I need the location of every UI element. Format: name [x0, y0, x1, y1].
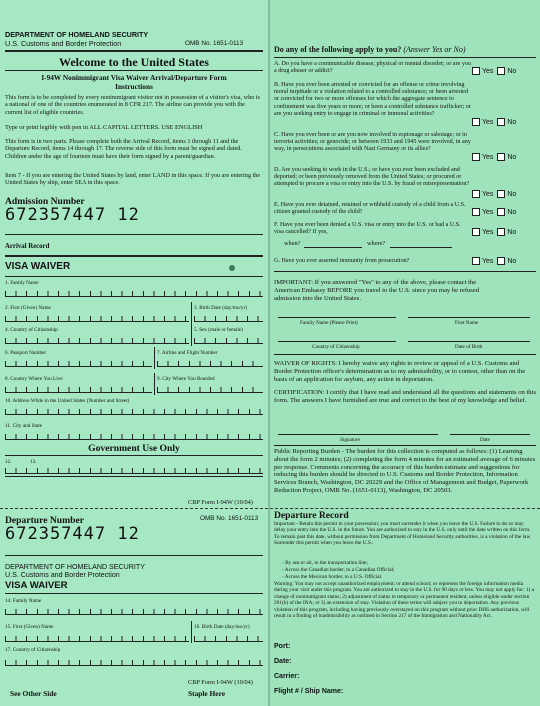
- seal-dot: [229, 265, 235, 271]
- question-d-answer: Yes No: [472, 190, 516, 198]
- passport-label: 6. Passport Number: [5, 350, 47, 356]
- question-b-answer: Yes No: [472, 118, 516, 126]
- form-subtitle: Instructions: [115, 82, 153, 91]
- city-boarded-input[interactable]: [157, 387, 263, 393]
- question-g-no-checkbox[interactable]: [497, 257, 505, 265]
- dep-birth-date-input[interactable]: [194, 636, 263, 642]
- where-label: where?: [367, 240, 386, 247]
- form-title: I-94W Nonimmigrant Visa Waiver Arrival/Departure Form: [41, 73, 227, 82]
- question-c-no-checkbox[interactable]: [497, 153, 505, 161]
- question-e-yes-checkbox[interactable]: [472, 208, 480, 216]
- family-name-print-line[interactable]: [278, 317, 396, 318]
- field-divider: [154, 373, 155, 395]
- question-a: A. Do you have a communicable disease; physical or mental disorder; or are you a drug abuser or addict?: [274, 61, 471, 75]
- question-a-yes-checkbox[interactable]: [472, 67, 480, 75]
- country-live-label: 8. Country Where You Live: [5, 376, 63, 382]
- sex-input[interactable]: [194, 338, 263, 344]
- surrender-canada: - Across the Canadian border, to a Canadian Official;: [282, 567, 395, 573]
- question-g-answer: Yes No: [472, 257, 516, 265]
- question-e-answer: Yes No: [472, 208, 516, 216]
- instructions-1: This form is to be completed by every nonimmigrant visitor not in possession of a visitor's visa, who is a national of one of the countries enumerated in 8 CFR 217. The airline can provide you with the current list of eligible countries.: [5, 94, 260, 116]
- question-g-yes-checkbox[interactable]: [472, 257, 480, 265]
- cbp-form-number: CBP Form I-94W (10/04): [188, 499, 253, 506]
- field-divider: [191, 302, 192, 324]
- question-a-no-checkbox[interactable]: [497, 67, 505, 75]
- field-13-label: 13.: [30, 459, 37, 465]
- date-of-birth-line[interactable]: [408, 341, 530, 342]
- first-name-caption: First Name: [455, 320, 479, 326]
- us-address-label: 10. Address While in the United States (Number and Street): [5, 398, 130, 404]
- certification: CERTIFICATION: I certify that I have read and understand all the questions and statements on this form. The answers I have furnished are true and correct to the best of my knowledge and belief.: [274, 389, 537, 404]
- question-b-yes-checkbox[interactable]: [472, 118, 480, 126]
- country-citizenship-caption: Country of Citizenship: [312, 344, 360, 350]
- birth-date-label: 3. Birth Date (day/mo/yr): [194, 305, 248, 311]
- question-b: B. Have you ever been arrested or convicted for an offense or crime involving moral turpitude or a violation related to a controlled substance; or been arrested or convicted for two or more offenses for which the aggregate sentence to confinement was five years or more; or been a controlled substance trafficker; or are you seeking entry to engage in criminal or immoral activities?: [274, 82, 471, 117]
- divider: [274, 354, 536, 355]
- welcome-heading: Welcome to the United States: [59, 55, 209, 69]
- question-g: G. Have you ever asserted immunity from prosecution?: [274, 258, 410, 264]
- surrender-mexico: - Across the Mexican border, to a U.S. Official.: [282, 574, 383, 580]
- question-d-no-checkbox[interactable]: [497, 190, 505, 198]
- agency-title-2: U.S. Customs and Border Protection: [5, 571, 120, 579]
- country-live-input[interactable]: [5, 387, 152, 393]
- city-state-input[interactable]: [5, 434, 263, 440]
- dep-citizenship-label: 17. Country of Citizenship: [5, 647, 61, 653]
- departure-record-title: Departure Record: [274, 510, 349, 521]
- questions-hint: (Answer Yes or No): [403, 45, 466, 54]
- dep-first-name-label: 15. First (Given) Name: [5, 624, 54, 630]
- staple-here: Staple Here: [188, 689, 226, 698]
- government-use-heading: Government Use Only: [88, 443, 180, 454]
- government-use-field: [5, 468, 263, 474]
- family-name-input[interactable]: [5, 291, 263, 297]
- departure-number: 672357447 12: [5, 524, 140, 544]
- divider: [274, 57, 536, 58]
- perforation-line: [0, 508, 268, 509]
- see-other-side: See Other Side: [10, 689, 57, 698]
- question-c-answer: Yes No: [472, 153, 516, 161]
- first-name-line[interactable]: [408, 317, 530, 318]
- question-f-answer: Yes No: [472, 228, 516, 236]
- agency-title: U.S. Customs and Border Protection: [5, 39, 122, 48]
- question-c-yes-checkbox[interactable]: [472, 153, 480, 161]
- city-state-label: 11. City and State: [5, 423, 42, 429]
- sex-label: 5. Sex (male or female): [194, 327, 243, 333]
- departure-label: Departure Number: [5, 515, 84, 526]
- airline-flight-input[interactable]: [157, 361, 263, 367]
- surrender-sea-air: - By sea or air, to the transportation line;: [282, 560, 368, 566]
- question-e-no-checkbox[interactable]: [497, 208, 505, 216]
- birth-date-input[interactable]: [194, 316, 263, 322]
- instructions-2: Type or print legibly with pen in ALL CAPITAL LETTERS. USE ENGLISH: [5, 124, 203, 131]
- divider: [5, 555, 263, 556]
- first-name-input[interactable]: [5, 316, 189, 322]
- arrival-record-label: Arrival Record: [5, 243, 50, 250]
- family-name-print-caption: Family Name (Please Print): [300, 320, 358, 326]
- question-d-yes-checkbox[interactable]: [472, 190, 480, 198]
- field-divider: [191, 621, 192, 643]
- question-a-answer: Yes No: [472, 67, 516, 75]
- question-c: C. Have you ever been or are you now involved in espionage or sabotage; or in terrorist activities; or genocide; or between 1933 and 1945 were involved, in any way, in persecutions associated with Nazi Germany or its allies?: [274, 132, 471, 153]
- questions-header: [274, 45, 466, 54]
- dep-family-name-label: 14. Family Name: [5, 598, 42, 604]
- first-name-label: 2. First (Given) Name: [5, 305, 51, 311]
- waiver-of-rights: WAIVER OF RIGHTS: I hereby waive any rights to review or appeal of a U.S. Customs and Border Protection officer's determination as to my admissibility, or to contest, other than on the basis of an application for asylum, any action in deportation.: [274, 360, 526, 383]
- dep-birth-date-label: 16. Birth Date (day/mo/yr): [194, 624, 250, 630]
- field-divider: [191, 324, 192, 346]
- question-f: F. Have you ever been denied a U.S. visa or entry into the U.S. or had a U.S. visa cancelled? If yes,: [274, 222, 461, 236]
- omb-number: OMB No. 1651-0113: [185, 40, 244, 47]
- where-input[interactable]: [390, 247, 452, 248]
- country-citizenship-line[interactable]: [278, 341, 396, 342]
- airline-flight-label: 7. Airline and Flight Number: [157, 350, 218, 356]
- when-label: when?: [284, 240, 301, 247]
- flight-ship-label: Flight # / Ship Name:: [274, 688, 344, 695]
- arrival-form-front: [0, 0, 268, 706]
- dep-citizenship-input[interactable]: [5, 660, 263, 666]
- visa-waiver-title: VISA WAIVER: [5, 261, 71, 272]
- dept-title: DEPARTMENT OF HOMELAND SECURITY: [5, 30, 149, 39]
- signature-caption: Signature: [340, 437, 360, 443]
- signature-line[interactable]: [278, 434, 438, 435]
- divider: [274, 445, 536, 446]
- city-boarded-label: 9. City Where You Boarded: [157, 376, 215, 382]
- instructions-3: This form is in two parts. Please complete both the Arrival Record, items 1 through 11 and the Departure Record, items 14 through 17. The reverse side of this form must be signed and dated. Children under the age of fourteen must have their form signed by a parent/guardian.: [5, 138, 242, 160]
- dept-title-2: DEPARTMENT OF HOMELAND SECURITY: [5, 563, 145, 571]
- question-d: D. Are you seeking to work in the U.S.; or have you ever been excluded and deported; or been previously removed from the United States; or procured or attempted to procure a visa or entry into the U.S. by fraud or misrepresentation?: [274, 167, 470, 188]
- port-label: Port:: [274, 643, 291, 650]
- divider: [274, 271, 536, 272]
- perforation-line: [270, 508, 540, 509]
- citizenship-label: 4. Country of Citizenship: [5, 327, 58, 333]
- divider: [5, 255, 263, 257]
- question-e: E. Have you ever detained, retained or withheld custody of a child from a U.S. citizen granted custody of the child?: [274, 202, 466, 216]
- warning-text: Warning: You may not accept unauthorized employment; or attend school; or represent the foreign information media during your visit under this program. You are authorized to stay in the U.S. for 90 days or less. You may not apply for: 1) a change of nonimmigrant status; 2) adjustment of status to temporary or permanent resident, unless eligible under section 201(b) of the INA; or 3) an extension of stay. Violation of these terms will subject you to deportation. Any previous violation of this program, including having previously overstayed on this program without prior DHS authorization, will result in a finding of inadmissibility as outlined in Section 217 of the Immigration and Nationality Act.: [274, 581, 534, 620]
- divider: [5, 276, 263, 277]
- us-address-input[interactable]: [5, 409, 263, 415]
- omb-number-2: OMB No. 1651-0113: [200, 515, 259, 522]
- cbp-form-number-2: CBP Form I-94W (10/04): [188, 679, 253, 686]
- carrier-label: Carrier:: [274, 673, 300, 680]
- divider: [5, 476, 263, 477]
- date-of-birth-caption: Date of Birth: [455, 344, 483, 350]
- date-label: Date:: [274, 658, 292, 665]
- divider: [5, 70, 263, 71]
- passport-input[interactable]: [5, 361, 152, 367]
- public-reporting-burden: Public Reporting Burden - The burden for this collection is computed as follows: (1) Learning about the form 2 minutes; (2) completing the form 4 minutes for an estimated average of 6 minutes per response. Comments concerning the accuracy of this burden estimate and suggestions for reducing this burden should be directed to U.S. Customs and Border Protection, Information Services Branch, Washington, DC 20229 and the Office of Management and Budget, Paperwork Reduction Project, OMB No. (1651-0113), Washington, DC 20503.: [274, 448, 536, 494]
- divider: [5, 50, 263, 52]
- departure-important: Important - Retain this permit in your possession; you must surrender it when you leave the U.S. Failure to do so may delay your entry into the U.S. in the future. You are authorized to stay in the U.S. only until the date written on this form. To remain past this date, without permission from Department of Homeland Security authorities, is a violation of the law. Surrender this permit when you leave the U.S.:: [274, 521, 532, 547]
- field-divider: [154, 347, 155, 369]
- admission-number: 672357447 12: [5, 205, 140, 225]
- date-caption: Date: [480, 437, 490, 443]
- dep-first-name-input[interactable]: [5, 636, 189, 642]
- visa-waiver-title-2: VISA WAIVER: [5, 580, 68, 591]
- question-b-no-checkbox[interactable]: [497, 118, 505, 126]
- questions-title: Do any of the following apply to you?: [274, 45, 402, 54]
- citizenship-input[interactable]: [5, 338, 189, 344]
- question-f-no-checkbox[interactable]: [497, 228, 505, 236]
- instructions-4: Item 7 - If you are entering the United States by land, enter LAND in this space. If you are entering the United States by ship, enter SEA in this space.: [5, 172, 261, 187]
- divider: [5, 593, 263, 594]
- family-name-label: 1. Family Name: [5, 280, 39, 286]
- field-12-label: 12.: [5, 459, 12, 465]
- arrival-form-back: [270, 0, 540, 706]
- dep-family-name-input[interactable]: [5, 609, 263, 615]
- divider: [5, 234, 263, 235]
- important-notice: IMPORTANT: If you answered "Yes" to any of the above, please contact the American Embassy BEFORE you travel to the U.S. since you may be refused admission into the United States.: [274, 279, 480, 302]
- when-input[interactable]: [304, 247, 362, 248]
- admission-label: Admission Number: [5, 196, 85, 207]
- question-f-yes-checkbox[interactable]: [472, 228, 480, 236]
- date-line[interactable]: [450, 434, 530, 435]
- divider: [5, 455, 263, 456]
